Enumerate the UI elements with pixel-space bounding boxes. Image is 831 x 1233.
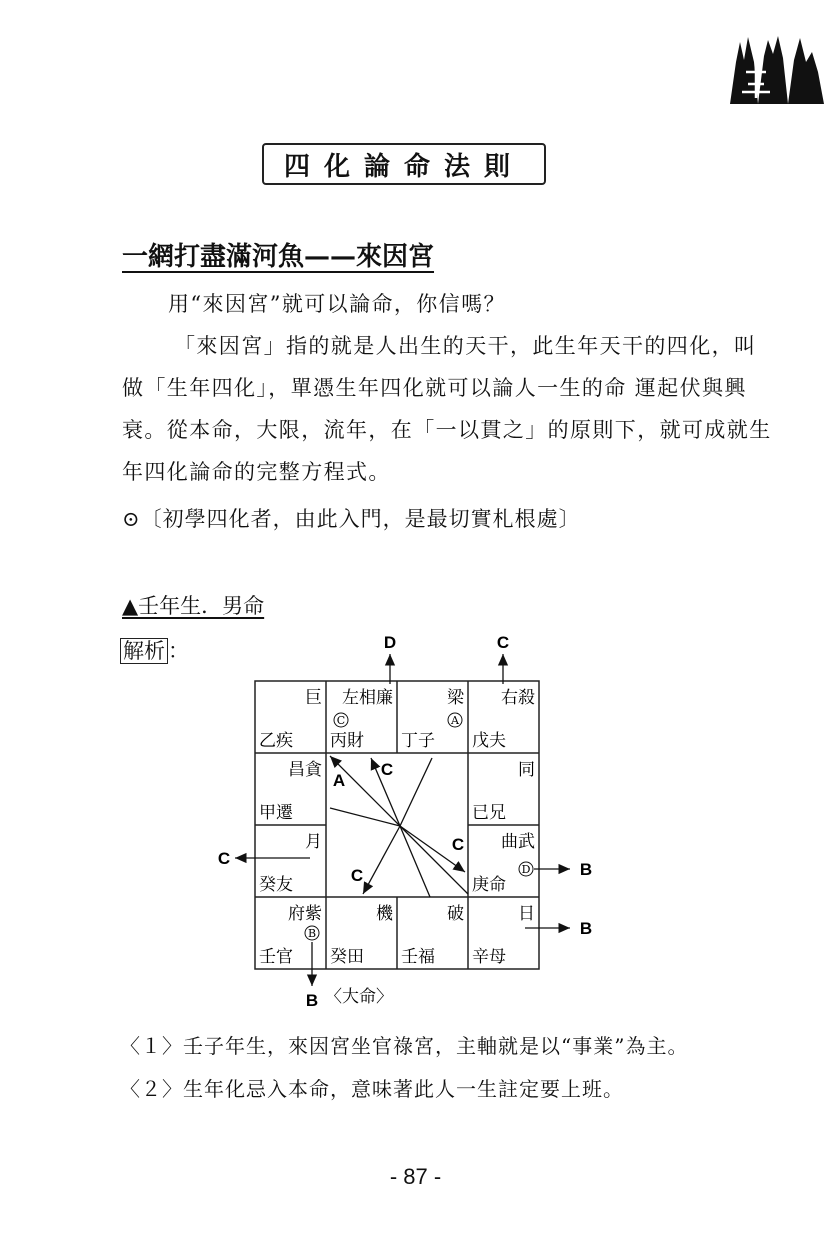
chart-caption: 〈大命〉 xyxy=(325,987,393,1007)
intro-line xyxy=(122,503,581,533)
note-1-number: 〈１〉 xyxy=(120,1034,183,1058)
label-top-c: C xyxy=(496,633,510,652)
palace-stars-ming: 曲武 xyxy=(501,832,535,852)
palace-stars-mu: 日 xyxy=(518,904,535,924)
palace-branch-mu: 辛母 xyxy=(472,947,506,967)
page-number: - 87 - xyxy=(389,1164,442,1189)
palace-stars-qian: 昌貪 xyxy=(288,760,322,780)
palace-stars-fu: 右殺 xyxy=(501,688,535,708)
note-2-text: 生年化忌入本命，意味著此人一生註定要上班。 xyxy=(183,1077,624,1101)
analysis-label-box: 解析 xyxy=(120,638,168,664)
label-bottom-b: B xyxy=(305,991,319,1010)
analysis-colon: ： xyxy=(168,639,189,663)
mark-b: B xyxy=(307,927,317,940)
label-top-d: D xyxy=(383,633,397,652)
mark-d: D xyxy=(521,863,531,876)
chapter-title: 四化論命法則 xyxy=(262,143,546,185)
intro-text: 〔初學四化者，由此入門，是最切實札根處〕 xyxy=(140,507,581,531)
palace-stars-you: 月 xyxy=(305,832,322,852)
note-2-number: 〈２〉 xyxy=(120,1077,183,1101)
palace-stars-zi: 梁 xyxy=(447,688,464,708)
label-inner-a: A xyxy=(332,771,346,790)
intro-symbol: ⊙ xyxy=(122,507,141,531)
mark-a: A xyxy=(451,714,459,727)
palace-chart xyxy=(200,628,620,1013)
label-inner-c1: C xyxy=(380,760,394,779)
palace-branch-fude: 壬福 xyxy=(401,947,435,967)
paragraph-2: 「來因宮」指的就是人出生的天干，此生年天干的四化，叫做「生年四化」，單憑生年四化就可以論人一生的命 運起伏與興衰。從本命，大限，流年，在「一以貫之」的原則下，就可成就生年四化論命的完整方程式。 xyxy=(122,334,772,484)
analysis-label xyxy=(120,635,189,665)
chart-heading: ▲壬年生．男命 xyxy=(122,594,265,618)
palace-branch-cai: 丙財 xyxy=(330,731,364,751)
label-inner-c2: C xyxy=(451,835,465,854)
palace-stars-xiong: 同 xyxy=(518,760,535,780)
note-2 xyxy=(120,1073,624,1102)
note-1-text: 壬子年生，來因宮坐官祿宮，主軸就是以“事業”為主。 xyxy=(183,1034,689,1058)
mark-c: C xyxy=(336,714,346,727)
palace-stars-cai: 左相廉 xyxy=(342,688,393,708)
palace-branch-xiong: 已兄 xyxy=(472,803,506,823)
label-left-c: C xyxy=(217,849,231,868)
palace-stars-fude: 破 xyxy=(447,904,464,924)
palace-branch-zi: 丁子 xyxy=(401,731,435,751)
palace-stars-ji: 巨 xyxy=(305,688,322,708)
palace-stars-guan: 府紫 xyxy=(288,904,322,924)
section-title: 一網打盡滿河魚——來因宮 xyxy=(122,242,435,272)
palace-branch-you: 癸友 xyxy=(259,875,293,895)
palace-branch-fu: 戊夫 xyxy=(472,731,506,751)
label-inner-c3: C xyxy=(350,866,364,885)
palace-branch-qian: 甲遷 xyxy=(259,803,293,823)
palace-branch-tian: 癸田 xyxy=(330,947,364,967)
palace-stars-tian: 機 xyxy=(376,904,393,924)
palace-branch-ming: 庚命 xyxy=(472,875,506,895)
mountain-logo xyxy=(728,32,828,107)
palace-branch-guan: 壬官 xyxy=(259,947,293,967)
note-1 xyxy=(120,1030,688,1059)
palace-branch-ji: 乙疾 xyxy=(259,731,293,751)
label-right-b1: B xyxy=(579,860,593,879)
label-right-b2: B xyxy=(579,919,593,938)
paragraph-1: 用“來因宮”就可以論命，你信嗎？ xyxy=(168,292,506,316)
